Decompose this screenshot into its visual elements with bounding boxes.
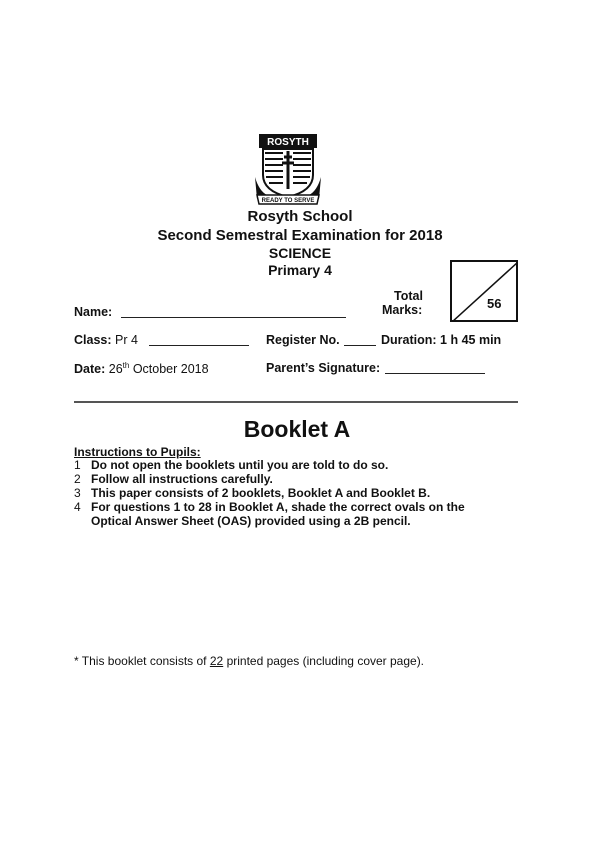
class-value: Pr 4 [115,333,138,347]
name-label: Name: [74,305,113,319]
class-field-line[interactable] [149,345,249,346]
svg-text:ROSYTH: ROSYTH [267,137,309,148]
page-count: 22 [209,654,224,668]
instructions-list [74,458,494,528]
register-label: Register No. [266,333,340,347]
class-label: Class: Pr 4 [74,333,138,347]
marks-diagonal-line [452,262,518,322]
total-marks-label-line1: Total [394,289,423,303]
school-crest-logo [253,133,323,205]
date-label: Date: 26th October 2018 [74,361,209,377]
parent-signature-label: Parent’s Signature: [266,361,381,375]
exam-title: Second Semestral Examination for 2018 [157,227,443,244]
list-item: 2 Follow all instructions carefully. [74,472,273,486]
booklet-title: Booklet A [243,416,351,442]
duration-label: Duration: 1 h 45 min [381,333,502,347]
total-marks-value: 56 [487,296,502,311]
date-value: 26th October 2018 [108,361,209,377]
footnote: * This booklet consists of 22 printed pages (including cover page). [74,654,425,668]
separator-line [74,401,518,403]
svg-text:READY TO SERVE: READY TO SERVE [261,198,315,204]
level-title: Primary 4 [268,262,332,278]
name-field-line[interactable] [121,317,346,318]
school-name: Rosyth School [247,208,353,225]
total-marks-box [450,260,518,322]
register-field-line[interactable] [344,345,376,346]
list-item: 3 This paper consists of 2 booklets, Booklet A and Booklet B. [74,486,431,500]
subject-title: SCIENCE [268,245,332,261]
list-item: 1 Do not open the booklets until you are told to do so. [74,458,389,472]
duration-value: 1 h 45 min [440,333,502,347]
instructions-title: Instructions to Pupils: [74,445,201,459]
parent-signature-line[interactable] [385,373,485,374]
total-marks-label-line2: Marks: [382,303,423,317]
list-item: 4 For questions 1 to 28 in Booklet A, shade the correct ovals on the Optical Answer Sheet (OAS) provided using a 2B pencil. [74,500,465,528]
